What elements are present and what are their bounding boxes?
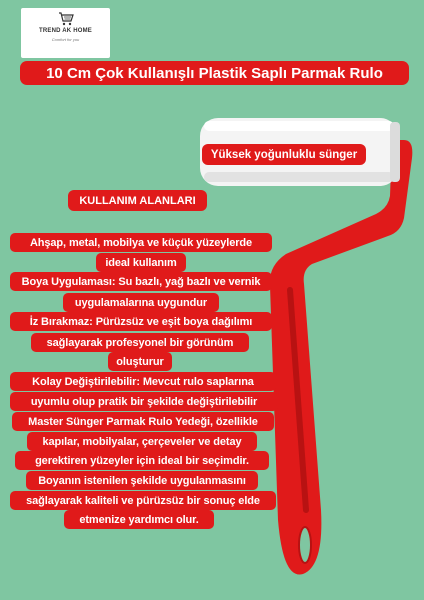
feature-label: Yüksek yoğunluklu sünger	[202, 144, 366, 165]
usage-line: oluşturur	[108, 352, 172, 371]
roller-handle	[270, 140, 413, 575]
usage-line: etmenize yardımcı olur.	[64, 510, 214, 529]
usage-line: uyumlu olup pratik bir şekilde değiştirilebilir	[10, 392, 278, 411]
usage-heading: KULLANIM ALANLARI	[68, 190, 207, 211]
usage-line: Master Sünger Parmak Rulo Yedeği, özellikle	[12, 412, 274, 431]
usage-line: ideal kullanım	[96, 253, 186, 272]
usage-line: İz Bırakmaz: Pürüzsüz ve eşit boya dağılımı	[10, 312, 272, 331]
usage-line: kapılar, mobilyalar, çerçeveler ve detay	[27, 432, 257, 451]
usage-line: Boyanın istenilen şekilde uygulanmasını	[26, 471, 258, 490]
usage-line: sağlayarak kaliteli ve pürüzsüz bir sonuç elde	[10, 491, 276, 510]
brand-tagline: Comfort for you	[51, 37, 80, 42]
brand-name: TREND AK HOME	[38, 28, 93, 34]
usage-line: uygulamalarına uygundur	[63, 293, 219, 312]
usage-line: Ahşap, metal, mobilya ve küçük yüzeylerde	[10, 233, 272, 252]
usage-line: Kolay Değiştirilebilir: Mevcut rulo saplarına	[10, 372, 276, 391]
product-title: 10 Cm Çok Kullanışlı Plastik Saplı Parmak Rulo	[20, 61, 409, 85]
usage-line: gerektiren yüzeyler için ideal bir seçimdir.	[15, 451, 269, 470]
usage-line: Boya Uygulaması: Su bazlı, yağ bazlı ve vernik	[10, 272, 272, 291]
usage-line: sağlayarak profesyonel bir görünüm	[31, 333, 249, 352]
